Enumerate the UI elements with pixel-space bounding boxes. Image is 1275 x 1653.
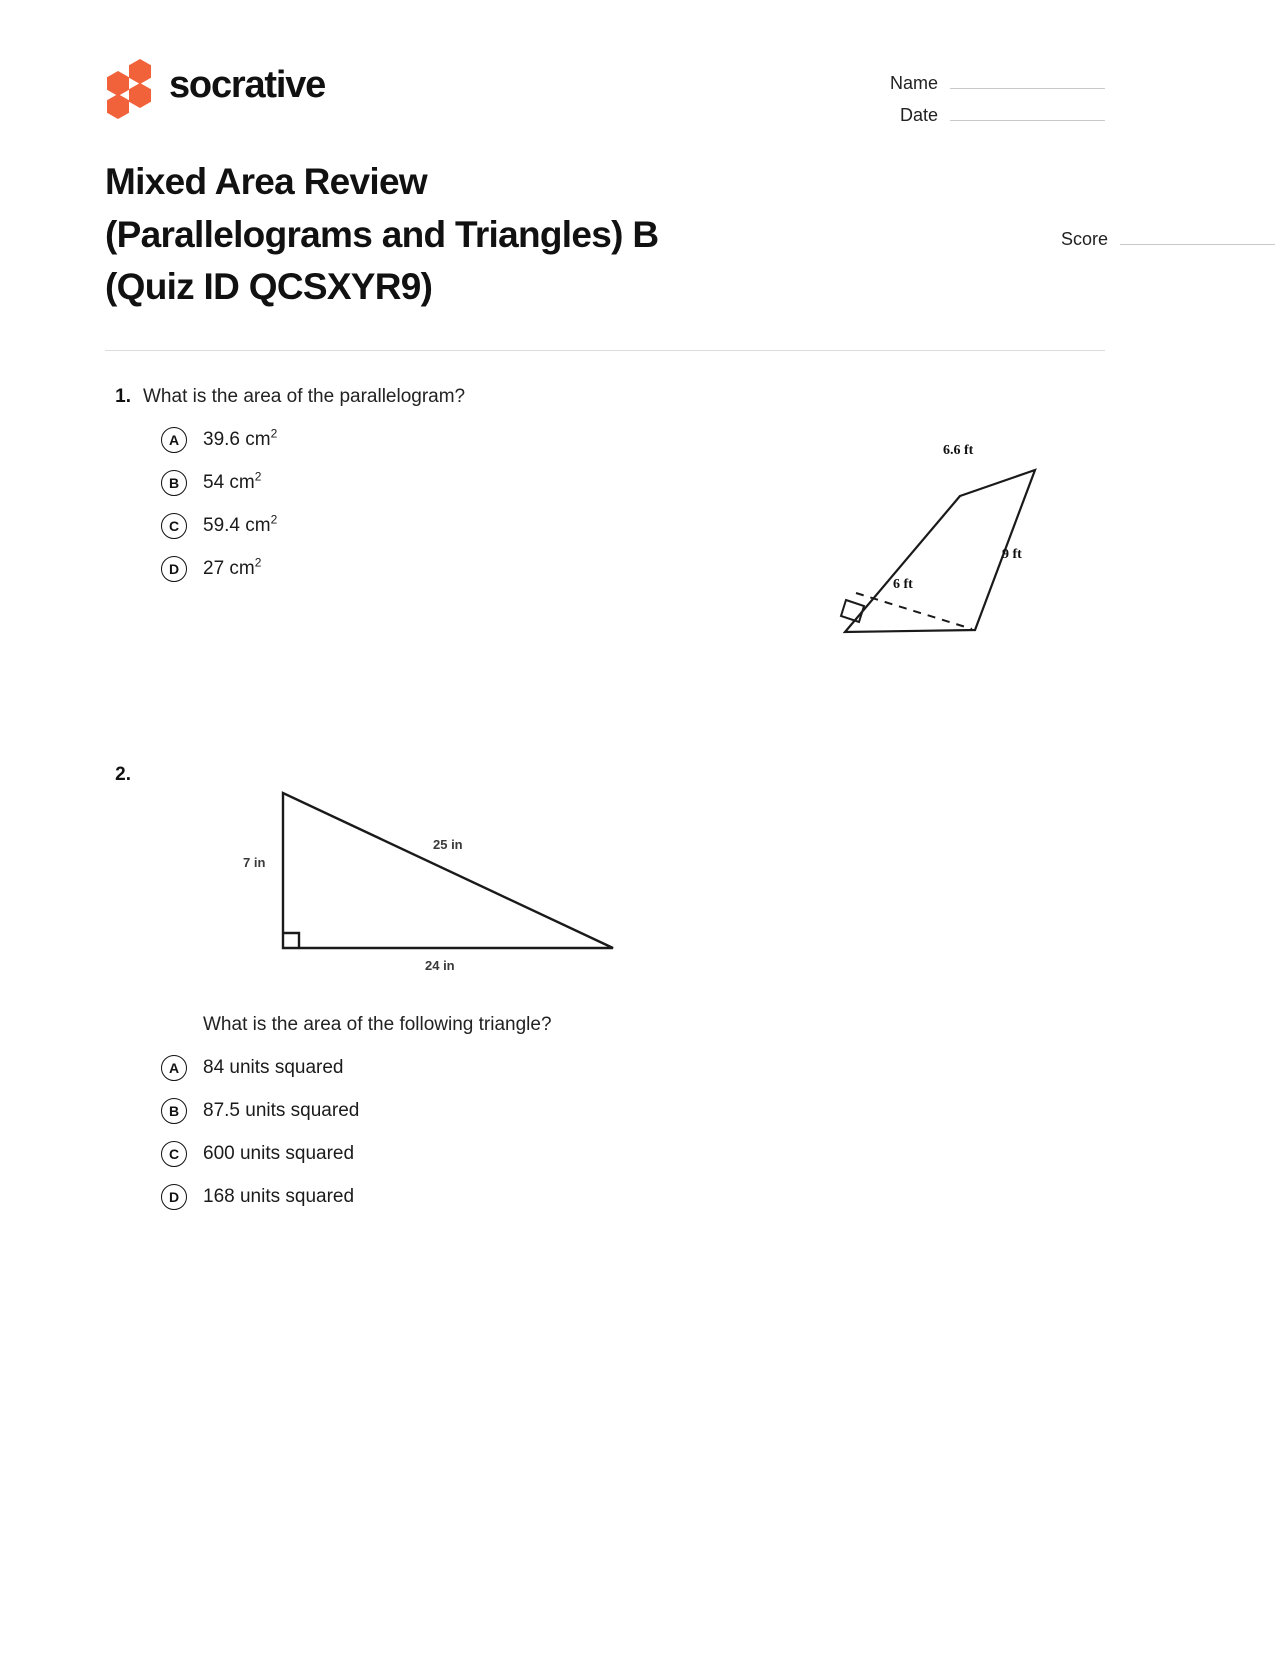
label-height: 6 ft: [893, 577, 913, 592]
question-1-number: 1.: [115, 386, 131, 407]
hexagon-icon: [107, 94, 129, 119]
hexagon-icon: [107, 71, 129, 96]
option-b-label: 54 $cm^2$: [203, 469, 262, 493]
option-b[interactable]: [105, 1089, 1105, 1132]
option-b-label: 87.5 units squared: [203, 1100, 360, 1121]
date-field-label: Date: [899, 105, 938, 125]
date-field-row: [845, 104, 1105, 126]
brand-wordmark: socrative: [169, 64, 326, 106]
label-right-side: 9 ft: [1002, 547, 1022, 562]
label-vertical-leg: 7 in: [243, 855, 266, 870]
parallelogram-svg: [820, 430, 1070, 655]
label-base: 24 in: [425, 958, 455, 973]
question-2-prompt: What is the area of the following triangle?: [203, 1014, 552, 1035]
score-field-label: Score: [1060, 229, 1108, 249]
option-a-bubble[interactable]: A: [161, 427, 187, 453]
header-divider: [105, 350, 1105, 351]
option-b-bubble[interactable]: B: [161, 1098, 187, 1124]
triangle-shape: [283, 793, 613, 948]
name-field-line[interactable]: [950, 72, 1105, 89]
option-a[interactable]: [105, 1046, 1105, 1089]
score-field-row: [1015, 228, 1275, 260]
label-top-side: 6.6 ft: [943, 443, 974, 458]
hexagon-icon: [129, 83, 151, 108]
name-field-row: [845, 72, 1105, 94]
quiz-title-line-2: (Parallelograms and Triangles) B: [105, 213, 659, 255]
triangle-figure: [225, 775, 645, 975]
option-c-label: 59.4 $cm^2$: [203, 512, 278, 536]
student-info-fields: [845, 72, 1105, 136]
score-field-line[interactable]: [1120, 228, 1275, 245]
option-a-bubble[interactable]: A: [161, 1055, 187, 1081]
option-c-bubble[interactable]: C: [161, 1141, 187, 1167]
option-c[interactable]: [105, 1132, 1105, 1175]
option-a-label: 39.6 $cm^2$: [203, 426, 278, 450]
right-angle-marker-icon: [841, 600, 864, 622]
option-c-label: 600 units squared: [203, 1143, 355, 1164]
option-d[interactable]: [105, 1175, 1105, 1218]
parallelogram-figure: [820, 430, 1070, 655]
page-title: [105, 156, 865, 314]
option-b-bubble[interactable]: B: [161, 470, 187, 496]
socrative-logo: [105, 58, 325, 110]
question-1-prompt: What is the area of the parallelogram?: [143, 386, 466, 407]
option-d-bubble[interactable]: D: [161, 556, 187, 582]
question-2-number: 2.: [115, 764, 131, 785]
hexagon-icon: [129, 59, 151, 84]
name-field-label: Name: [889, 73, 938, 93]
option-c-bubble[interactable]: C: [161, 513, 187, 539]
page-header: [105, 58, 1105, 128]
label-hypotenuse: 25 in: [433, 837, 463, 852]
right-angle-marker-icon: [283, 933, 299, 948]
triangle-svg: [225, 775, 645, 975]
question-1-header: [105, 382, 1105, 412]
quiz-title-line-3: (Quiz ID QCSXYR9): [105, 266, 433, 308]
height-dashed-line: [856, 593, 972, 629]
question-2-options: [105, 1046, 1105, 1218]
socrative-hexagon-logo-icon: [105, 58, 153, 110]
option-d-label: 27 $cm^2$: [203, 555, 262, 579]
option-a-label: 84 units squared: [203, 1057, 344, 1078]
date-field-line[interactable]: [950, 104, 1105, 121]
quiz-title-line-1: Mixed Area Review: [105, 161, 427, 202]
option-d-label: 168 units squared: [203, 1186, 355, 1207]
option-d-bubble[interactable]: D: [161, 1184, 187, 1210]
